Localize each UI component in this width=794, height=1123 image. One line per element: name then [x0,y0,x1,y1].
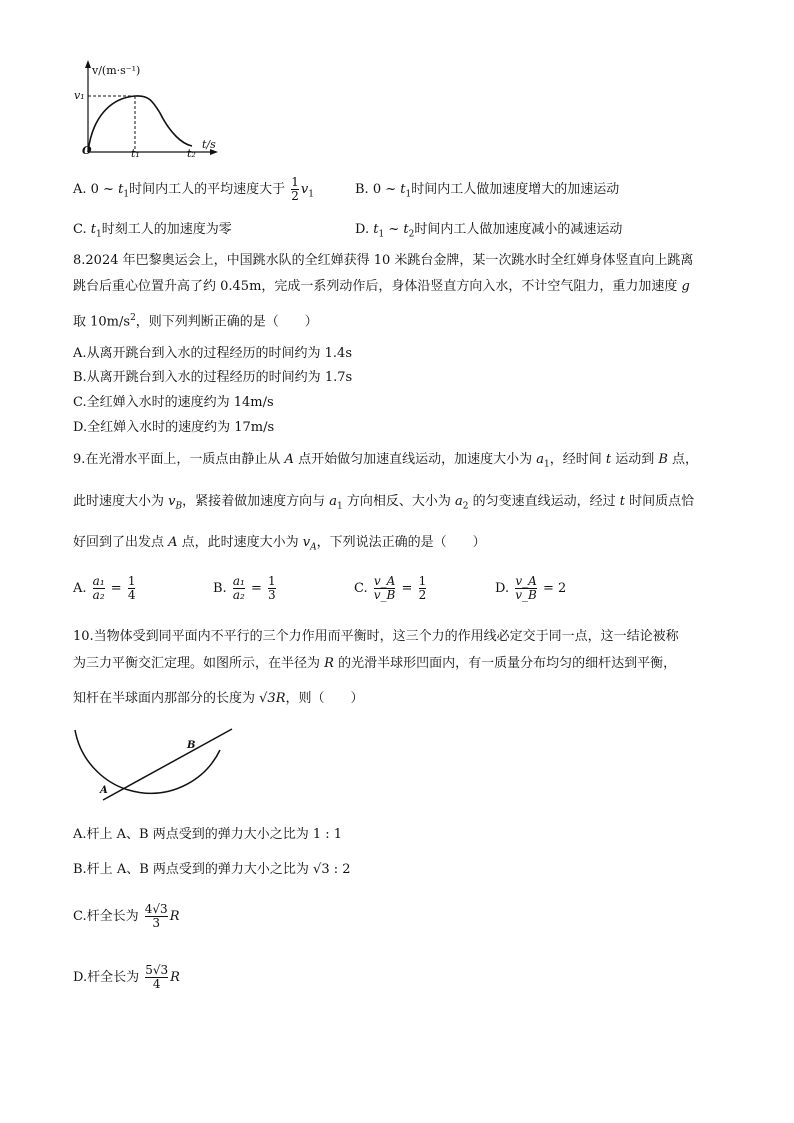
q9-stem-line2: 此时速度大小为 $v_B$，紧接着做加速度方向与 $a_1$ 方向相反、大小为 $a_2$ 的匀变速直线运动，经过 t 时间质点恰 [73,494,695,512]
q10-option-d[interactable]: D.杆全长为 $\frac{5√3}{4}$ R [73,963,180,991]
q9-stem-line1: 9.在光滑水平面上，一质点由静止从 A 点开始做匀加速直线运动，加速度大小为 $a_1$，经时间 t 运动到 B 点， [73,452,699,470]
q10-stem-line2: 为三力平衡交汇定理。如图所示，在半径为 R 的光滑半球形凹面内，有一质量分布均匀的细杆达到平衡， [73,656,677,671]
graph-x-tick-t1: t₁ [131,147,140,160]
q8-option-c[interactable]: C.全红婵入水时的速度约为 14m/s [73,395,274,410]
graph-x-tick-t2: t₂ [187,147,196,160]
q10-option-c[interactable]: C.杆全长为 $\frac{4√3}{3}$ R [73,902,180,930]
q9-stem-line3: 好回到了出发点 A 点，此时速度大小为 $v_A$，下列说法正确的是（ ） [73,535,486,553]
q10-stem-line1: 10.当物体受到同平面内不平行的三个力作用而平衡时，这三个力的作用线必定交于同一点，这一结论被称 [73,629,679,644]
q9-option-b[interactable]: B. $\frac{\text{a₁}}{\text{a₂}}$ = $\frac{1}{3}$ [213,574,276,602]
figure-label-b: B [187,740,196,751]
q9-option-d[interactable]: D. $\frac{v\_A}{v\_B}$ = 2 [495,574,567,602]
q8-option-d[interactable]: D.全红婵入水时的速度约为 17m/s [73,420,275,435]
q8-option-a[interactable]: A.从离开跳台到入水的过程经历的时间约为 1.4s [73,346,352,361]
q8-stem-line2: 跳台后重心位置升高了约 0.45m，完成一系列动作后，身体沿竖直方向入水，不计空气阻力，重力加速度 g [73,279,690,294]
hemisphere-rod-figure [70,725,240,817]
q9-option-c[interactable]: C. $\frac{v\_A}{v\_B}$ = $\frac{1}{2}$ [354,574,427,602]
q7-option-d[interactable]: D. $t_1$ ~ $t_2$时间内工人做加速度减小的减速运动 [355,222,623,240]
q7-option-b[interactable]: B. 0 ~ $t_1$时间内工人做加速度增大的加速运动 [355,182,620,200]
graph-origin: O [82,144,92,157]
graph-y-tick: v₁ [74,89,85,102]
q8-stem-line3: 取 $10m/s^2$，则下列判断正确的是（ ） [73,313,318,330]
q10-stem-line3: 知杆在半球面内那部分的长度为 √3R，则（ ） [73,691,364,706]
q7-option-a[interactable]: A. 0 ~ $t_1$时间内工人的平均速度大于 $\frac{1}{2}$ $v_1$ [73,175,314,203]
q7-option-a-fraction: $\frac{1}{2}$ [291,175,299,203]
q8-option-b[interactable]: B.从离开跳台到入水的过程经历的时间约为 1.7s [73,370,353,385]
q7-option-c[interactable]: C. $t_1$时刻工人的加速度为零 [73,222,232,240]
graph-ylabel: v/(m·s⁻¹) [92,64,141,77]
figure-label-a: A [100,785,108,796]
q8-stem-line1: 8.2024 年巴黎奥运会上，中国跳水队的全红婵获得 10 米跳台金牌，某一次跳水时全红婵身体竖直向上跳离 [73,253,694,268]
q10-option-b[interactable]: B.杆上 A、B 两点受到的弹力大小之比为 √3 : 2 [73,862,351,877]
q10-option-a[interactable]: A.杆上 A、B 两点受到的弹力大小之比为 1 : 1 [73,827,343,842]
q9-option-a[interactable]: A. $\frac{\text{a₁}}{\text{a₂}}$ = $\frac{1}{4}$ [73,574,136,602]
graph-xlabel: t/s [202,138,216,151]
